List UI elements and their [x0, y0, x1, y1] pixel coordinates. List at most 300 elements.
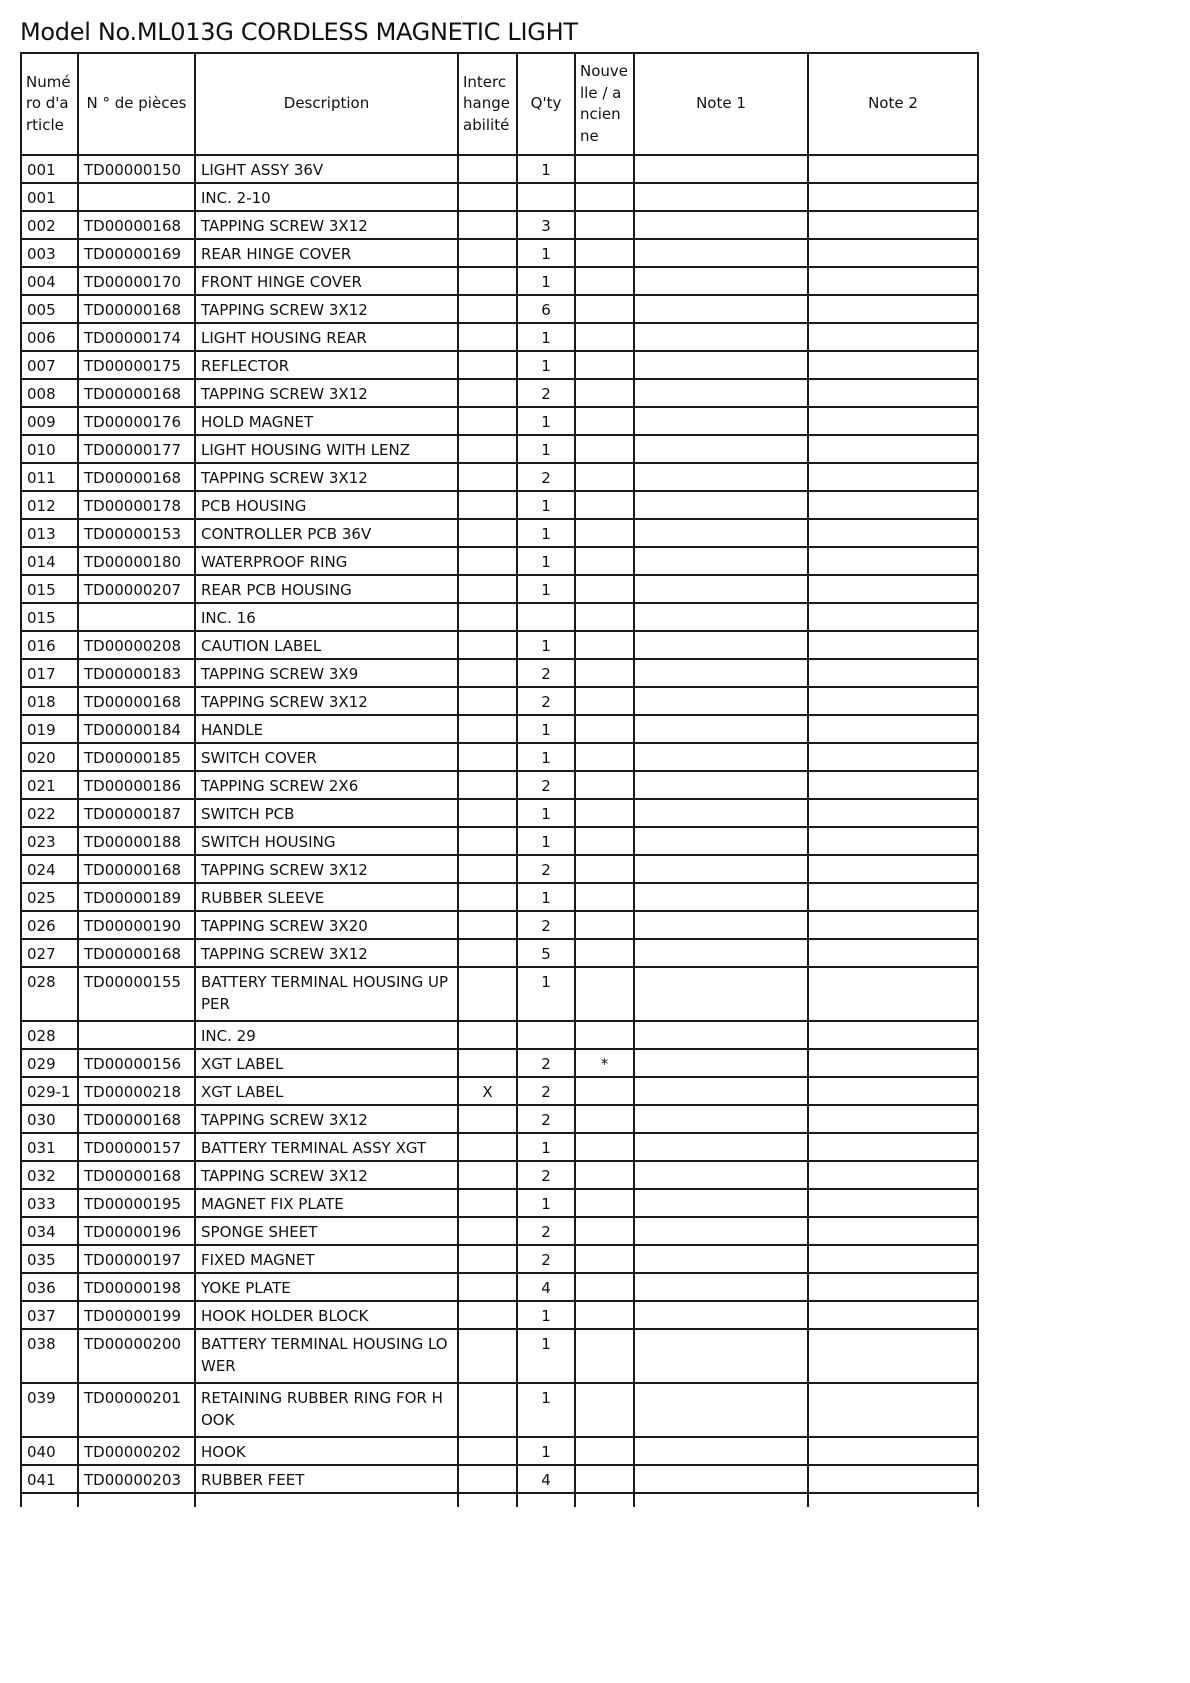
- cell-description: HOOK: [195, 1437, 458, 1465]
- table-row: [21, 799, 978, 827]
- cell-new-old: [575, 407, 634, 435]
- table-row: [21, 771, 978, 799]
- cell-interchangeability: [458, 631, 517, 659]
- cell-part-number: TD00000150: [78, 155, 195, 183]
- cell-part-number: TD00000157: [78, 1133, 195, 1161]
- cell-description: RUBBER SLEEVE: [195, 883, 458, 911]
- header-note-2: Note 2: [808, 53, 978, 155]
- cell-item-number: 004: [21, 267, 78, 295]
- cell-new-old: [575, 547, 634, 575]
- cell-description: CAUTION LABEL: [195, 631, 458, 659]
- cell-note-1: [634, 1217, 808, 1245]
- cell-part-number: TD00000168: [78, 939, 195, 967]
- cell-item-number: 011: [21, 463, 78, 491]
- cell-note-1: [634, 267, 808, 295]
- cell-item-number: 039: [21, 1383, 78, 1437]
- cell-description: YOKE PLATE: [195, 1273, 458, 1301]
- cell-part-number: TD00000168: [78, 1105, 195, 1133]
- cell-note-1: [634, 687, 808, 715]
- cell-note-2: [808, 323, 978, 351]
- cell-part-number: TD00000202: [78, 1437, 195, 1465]
- table-row: [21, 1189, 978, 1217]
- cell-quantity: 1: [517, 155, 575, 183]
- cell-item-number: 040: [21, 1437, 78, 1465]
- table-row: [21, 519, 978, 547]
- cell-quantity: 2: [517, 1049, 575, 1077]
- cell-new-old: [575, 855, 634, 883]
- cell-description: RUBBER FEET: [195, 1465, 458, 1493]
- cell-description: INC. 2-10: [195, 183, 458, 211]
- cell-quantity: 1: [517, 1301, 575, 1329]
- cell-interchangeability: [458, 687, 517, 715]
- cell-item-number: 029-1: [21, 1077, 78, 1105]
- cell-part-number: TD00000177: [78, 435, 195, 463]
- table-row: [21, 547, 978, 575]
- cell-description: TAPPING SCREW 3X12: [195, 295, 458, 323]
- cell-interchangeability: [458, 155, 517, 183]
- cell-note-2: [808, 715, 978, 743]
- cell-interchangeability: [458, 1383, 517, 1437]
- cell-item-number: 034: [21, 1217, 78, 1245]
- cell-interchangeability: [458, 1273, 517, 1301]
- cell-interchangeability: [458, 379, 517, 407]
- cell-new-old: [575, 1301, 634, 1329]
- cell-new-old: [575, 939, 634, 967]
- cell-note-1: [634, 519, 808, 547]
- cell-description: TAPPING SCREW 3X9: [195, 659, 458, 687]
- cell-note-1: [634, 491, 808, 519]
- cell-description: LIGHT HOUSING WITH LENZ: [195, 435, 458, 463]
- cell-note-1: [634, 407, 808, 435]
- cell-new-old: [575, 827, 634, 855]
- table-row: [21, 295, 978, 323]
- table-row: [21, 1273, 978, 1301]
- cell-interchangeability: [458, 351, 517, 379]
- cell-interchangeability: [458, 1049, 517, 1077]
- cell-note-1: [634, 1437, 808, 1465]
- cell-note-1: [634, 295, 808, 323]
- cell-description: BATTERY TERMINAL ASSY XGT: [195, 1133, 458, 1161]
- cell-note-1: [634, 547, 808, 575]
- cell-quantity: 2: [517, 687, 575, 715]
- cell-quantity: 1: [517, 1383, 575, 1437]
- cell-quantity: 1: [517, 1133, 575, 1161]
- cell-description: TAPPING SCREW 3X12: [195, 1161, 458, 1189]
- table-row: [21, 379, 978, 407]
- cell-item-number: 003: [21, 239, 78, 267]
- cell-note-1: [634, 743, 808, 771]
- cell-note-1: [634, 1133, 808, 1161]
- cell-quantity: 1: [517, 827, 575, 855]
- cell-description: BATTERY TERMINAL HOUSING LOWER: [195, 1329, 458, 1383]
- cell-new-old: [575, 1189, 634, 1217]
- cell-note-2: [808, 1021, 978, 1049]
- cell-new-old: [575, 911, 634, 939]
- cell-item-number: 014: [21, 547, 78, 575]
- cell-note-1: [634, 183, 808, 211]
- cell-part-number: TD00000208: [78, 631, 195, 659]
- cell-note-1: [634, 967, 808, 1021]
- cell-part-number: TD00000195: [78, 1189, 195, 1217]
- cell-description: TAPPING SCREW 3X12: [195, 687, 458, 715]
- table-row: [21, 435, 978, 463]
- cell-new-old: [575, 883, 634, 911]
- cell-interchangeability: [458, 491, 517, 519]
- cell-note-1: [634, 1021, 808, 1049]
- cell-note-2: [808, 1049, 978, 1077]
- cell-new-old: [575, 1021, 634, 1049]
- cell-description: REAR PCB HOUSING: [195, 575, 458, 603]
- cell-new-old: [575, 435, 634, 463]
- table-row: [21, 267, 978, 295]
- cell-item-number: 038: [21, 1329, 78, 1383]
- cell-quantity: 2: [517, 1077, 575, 1105]
- cell-new-old: [575, 771, 634, 799]
- cell-interchangeability: [458, 1161, 517, 1189]
- table-row: [21, 463, 978, 491]
- cell-description: XGT LABEL: [195, 1049, 458, 1077]
- cell-note-1: [634, 379, 808, 407]
- cell-item-number: 005: [21, 295, 78, 323]
- cell-note-2: [808, 1217, 978, 1245]
- cell-note-2: [808, 1301, 978, 1329]
- cell-item-number: 022: [21, 799, 78, 827]
- table-row: [21, 351, 978, 379]
- cell-new-old: [575, 1245, 634, 1273]
- cell-quantity: [517, 1021, 575, 1049]
- table-header: [21, 53, 978, 155]
- cell-part-number: TD00000180: [78, 547, 195, 575]
- header-new-old: Nouvelle / ancienne: [575, 53, 634, 155]
- cell-interchangeability: [458, 1437, 517, 1465]
- cell-item-number: 018: [21, 687, 78, 715]
- cell-part-number: [78, 603, 195, 631]
- cell-interchangeability: [458, 1105, 517, 1133]
- cell-item-number: 028: [21, 967, 78, 1021]
- cell-item-number: 035: [21, 1245, 78, 1273]
- cell-item-number: 023: [21, 827, 78, 855]
- cell-quantity: 1: [517, 967, 575, 1021]
- cell-description: TAPPING SCREW 3X12: [195, 1105, 458, 1133]
- cell-note-2: [808, 1077, 978, 1105]
- cell-note-1: [634, 211, 808, 239]
- cell-note-1: [634, 771, 808, 799]
- cell-description: HOOK HOLDER BLOCK: [195, 1301, 458, 1329]
- cell-note-2: [808, 295, 978, 323]
- cell-quantity: 2: [517, 1105, 575, 1133]
- cell-note-2: [808, 407, 978, 435]
- table-row: [21, 1217, 978, 1245]
- cell-part-number: TD00000153: [78, 519, 195, 547]
- cell-quantity: 2: [517, 659, 575, 687]
- header-note-1: Note 1: [634, 53, 808, 155]
- cell-item-number: 017: [21, 659, 78, 687]
- cell-note-1: [634, 659, 808, 687]
- cell-note-2: [808, 575, 978, 603]
- cell-note-1: [634, 323, 808, 351]
- cell-item-number: 041: [21, 1465, 78, 1493]
- cell-item-number: 012: [21, 491, 78, 519]
- cell-new-old: [575, 1437, 634, 1465]
- cell-note-1: [634, 1301, 808, 1329]
- cell-item-number: 024: [21, 855, 78, 883]
- parts-table-container: [20, 52, 979, 1507]
- cell-note-2: [808, 463, 978, 491]
- table-row: [21, 1077, 978, 1105]
- cell-interchangeability: [458, 939, 517, 967]
- cell-item-number: 033: [21, 1189, 78, 1217]
- cell-interchangeability: [458, 211, 517, 239]
- cell-part-number: TD00000174: [78, 323, 195, 351]
- cell-item-number: 015: [21, 603, 78, 631]
- table-row: [21, 911, 978, 939]
- cell-quantity: 1: [517, 631, 575, 659]
- cell-quantity: 2: [517, 855, 575, 883]
- cell-note-2: [808, 267, 978, 295]
- cell-note-2: [808, 827, 978, 855]
- cell-quantity: 1: [517, 715, 575, 743]
- cell-note-1: [634, 939, 808, 967]
- cell-description: CONTROLLER PCB 36V: [195, 519, 458, 547]
- cell-note-1: [634, 1329, 808, 1383]
- table-row: [21, 1021, 978, 1049]
- cell-part-number: TD00000175: [78, 351, 195, 379]
- cell-item-number: 025: [21, 883, 78, 911]
- table-row: [21, 1049, 978, 1077]
- cell-interchangeability: [458, 463, 517, 491]
- cell-quantity: 4: [517, 1465, 575, 1493]
- table-row: [21, 883, 978, 911]
- cell-note-1: [634, 883, 808, 911]
- cell-part-number: TD00000200: [78, 1329, 195, 1383]
- cell-part-number: TD00000187: [78, 799, 195, 827]
- table-row: [21, 939, 978, 967]
- cell-description: TAPPING SCREW 3X12: [195, 855, 458, 883]
- cell-description: SWITCH COVER: [195, 743, 458, 771]
- cell-quantity: 1: [517, 883, 575, 911]
- header-row: [21, 53, 978, 155]
- cell-interchangeability: [458, 295, 517, 323]
- cell-quantity: 1: [517, 351, 575, 379]
- cell-note-2: [808, 1329, 978, 1383]
- cell-note-1: [634, 603, 808, 631]
- cell-note-1: [634, 1049, 808, 1077]
- cell-part-number: TD00000203: [78, 1465, 195, 1493]
- cell-quantity: 2: [517, 1245, 575, 1273]
- table-row: [21, 1245, 978, 1273]
- cell-note-1: [634, 1245, 808, 1273]
- cell-description: REFLECTOR: [195, 351, 458, 379]
- table-row: [21, 407, 978, 435]
- table-row: [21, 239, 978, 267]
- cell-description: FRONT HINGE COVER: [195, 267, 458, 295]
- cell-quantity: 1: [517, 407, 575, 435]
- table-row: [21, 575, 978, 603]
- cell-part-number: TD00000168: [78, 295, 195, 323]
- cell-note-2: [808, 519, 978, 547]
- cell-note-2: [808, 939, 978, 967]
- cell-description: TAPPING SCREW 3X12: [195, 463, 458, 491]
- cell-part-number: TD00000156: [78, 1049, 195, 1077]
- cell-item-number: 001: [21, 183, 78, 211]
- cell-part-number: TD00000185: [78, 743, 195, 771]
- table-row: [21, 211, 978, 239]
- cell-note-1: [634, 1273, 808, 1301]
- cell-quantity: 2: [517, 1217, 575, 1245]
- cell-interchangeability: [458, 267, 517, 295]
- cell-quantity: 1: [517, 575, 575, 603]
- cell-note-1: [634, 827, 808, 855]
- cell-quantity: 5: [517, 939, 575, 967]
- cell-item-number: 001: [21, 155, 78, 183]
- cell-new-old: [575, 323, 634, 351]
- cell-description: REAR HINGE COVER: [195, 239, 458, 267]
- cell-part-number: TD00000201: [78, 1383, 195, 1437]
- empty-cell: [78, 1493, 195, 1507]
- table-row: [21, 687, 978, 715]
- parts-table: [20, 52, 979, 1507]
- cell-new-old: [575, 491, 634, 519]
- cell-part-number: TD00000198: [78, 1273, 195, 1301]
- cell-description: RETAINING RUBBER RING FOR HOOK: [195, 1383, 458, 1437]
- table-row: [21, 631, 978, 659]
- cell-item-number: 007: [21, 351, 78, 379]
- cell-quantity: 1: [517, 491, 575, 519]
- table-row: [21, 1465, 978, 1493]
- cell-new-old: [575, 1329, 634, 1383]
- empty-cell: [458, 1493, 517, 1507]
- cell-interchangeability: [458, 575, 517, 603]
- cell-description: WATERPROOF RING: [195, 547, 458, 575]
- cell-note-2: [808, 883, 978, 911]
- empty-cell: [575, 1493, 634, 1507]
- table-row: [21, 1301, 978, 1329]
- cell-note-2: [808, 631, 978, 659]
- cell-quantity: 6: [517, 295, 575, 323]
- cell-note-2: [808, 1273, 978, 1301]
- cell-item-number: 030: [21, 1105, 78, 1133]
- cell-note-2: [808, 1437, 978, 1465]
- cell-note-2: [808, 239, 978, 267]
- cell-note-1: [634, 435, 808, 463]
- cell-item-number: 013: [21, 519, 78, 547]
- header-description: Description: [195, 53, 458, 155]
- cell-item-number: 015: [21, 575, 78, 603]
- cell-interchangeability: [458, 239, 517, 267]
- cell-item-number: 032: [21, 1161, 78, 1189]
- cell-quantity: 1: [517, 519, 575, 547]
- cell-quantity: 2: [517, 1161, 575, 1189]
- cell-interchangeability: [458, 1189, 517, 1217]
- cell-note-1: [634, 1161, 808, 1189]
- cell-interchangeability: X: [458, 1077, 517, 1105]
- cell-quantity: 1: [517, 1329, 575, 1383]
- cell-note-2: [808, 911, 978, 939]
- cell-note-1: [634, 1383, 808, 1437]
- cell-new-old: [575, 183, 634, 211]
- cell-interchangeability: [458, 967, 517, 1021]
- table-row: [21, 1133, 978, 1161]
- cell-item-number: 016: [21, 631, 78, 659]
- cell-item-number: 010: [21, 435, 78, 463]
- cell-item-number: 028: [21, 1021, 78, 1049]
- cell-description: MAGNET FIX PLATE: [195, 1189, 458, 1217]
- cell-new-old: [575, 1273, 634, 1301]
- cell-interchangeability: [458, 1301, 517, 1329]
- cell-part-number: TD00000207: [78, 575, 195, 603]
- cell-note-1: [634, 351, 808, 379]
- cell-note-2: [808, 799, 978, 827]
- cell-note-2: [808, 155, 978, 183]
- cell-description: SPONGE SHEET: [195, 1217, 458, 1245]
- cell-new-old: [575, 463, 634, 491]
- cell-part-number: TD00000168: [78, 855, 195, 883]
- table-row: [21, 855, 978, 883]
- cell-interchangeability: [458, 911, 517, 939]
- cell-part-number: TD00000218: [78, 1077, 195, 1105]
- table-row-continued: [21, 1493, 978, 1507]
- cell-description: TAPPING SCREW 3X12: [195, 211, 458, 239]
- cell-interchangeability: [458, 547, 517, 575]
- cell-new-old: [575, 799, 634, 827]
- cell-note-1: [634, 463, 808, 491]
- cell-note-2: [808, 379, 978, 407]
- cell-new-old: [575, 1383, 634, 1437]
- cell-new-old: [575, 1105, 634, 1133]
- cell-quantity: [517, 603, 575, 631]
- cell-note-2: [808, 1383, 978, 1437]
- cell-note-2: [808, 1161, 978, 1189]
- cell-part-number: TD00000196: [78, 1217, 195, 1245]
- cell-new-old: [575, 603, 634, 631]
- cell-note-1: [634, 1189, 808, 1217]
- cell-new-old: [575, 967, 634, 1021]
- cell-note-1: [634, 855, 808, 883]
- cell-part-number: TD00000168: [78, 379, 195, 407]
- cell-quantity: 1: [517, 547, 575, 575]
- cell-description: XGT LABEL: [195, 1077, 458, 1105]
- cell-new-old: [575, 1133, 634, 1161]
- cell-note-1: [634, 1465, 808, 1493]
- cell-note-1: [634, 715, 808, 743]
- cell-item-number: 006: [21, 323, 78, 351]
- cell-new-old: [575, 155, 634, 183]
- table-row: [21, 183, 978, 211]
- cell-part-number: TD00000184: [78, 715, 195, 743]
- cell-description: SWITCH HOUSING: [195, 827, 458, 855]
- header-part-number: N ° de pièces: [78, 53, 195, 155]
- cell-quantity: 1: [517, 323, 575, 351]
- cell-new-old: [575, 379, 634, 407]
- cell-note-2: [808, 183, 978, 211]
- cell-interchangeability: [458, 183, 517, 211]
- cell-item-number: 002: [21, 211, 78, 239]
- cell-part-number: TD00000186: [78, 771, 195, 799]
- cell-description: TAPPING SCREW 3X12: [195, 939, 458, 967]
- cell-part-number: TD00000168: [78, 211, 195, 239]
- table-row: [21, 491, 978, 519]
- cell-part-number: TD00000183: [78, 659, 195, 687]
- cell-part-number: TD00000188: [78, 827, 195, 855]
- cell-interchangeability: [458, 519, 517, 547]
- cell-note-2: [808, 1189, 978, 1217]
- cell-note-1: [634, 575, 808, 603]
- cell-interchangeability: [458, 1021, 517, 1049]
- cell-interchangeability: [458, 1217, 517, 1245]
- page-title: Model No.ML013G CORDLESS MAGNETIC LIGHT: [20, 18, 578, 46]
- cell-new-old: [575, 631, 634, 659]
- cell-new-old: [575, 267, 634, 295]
